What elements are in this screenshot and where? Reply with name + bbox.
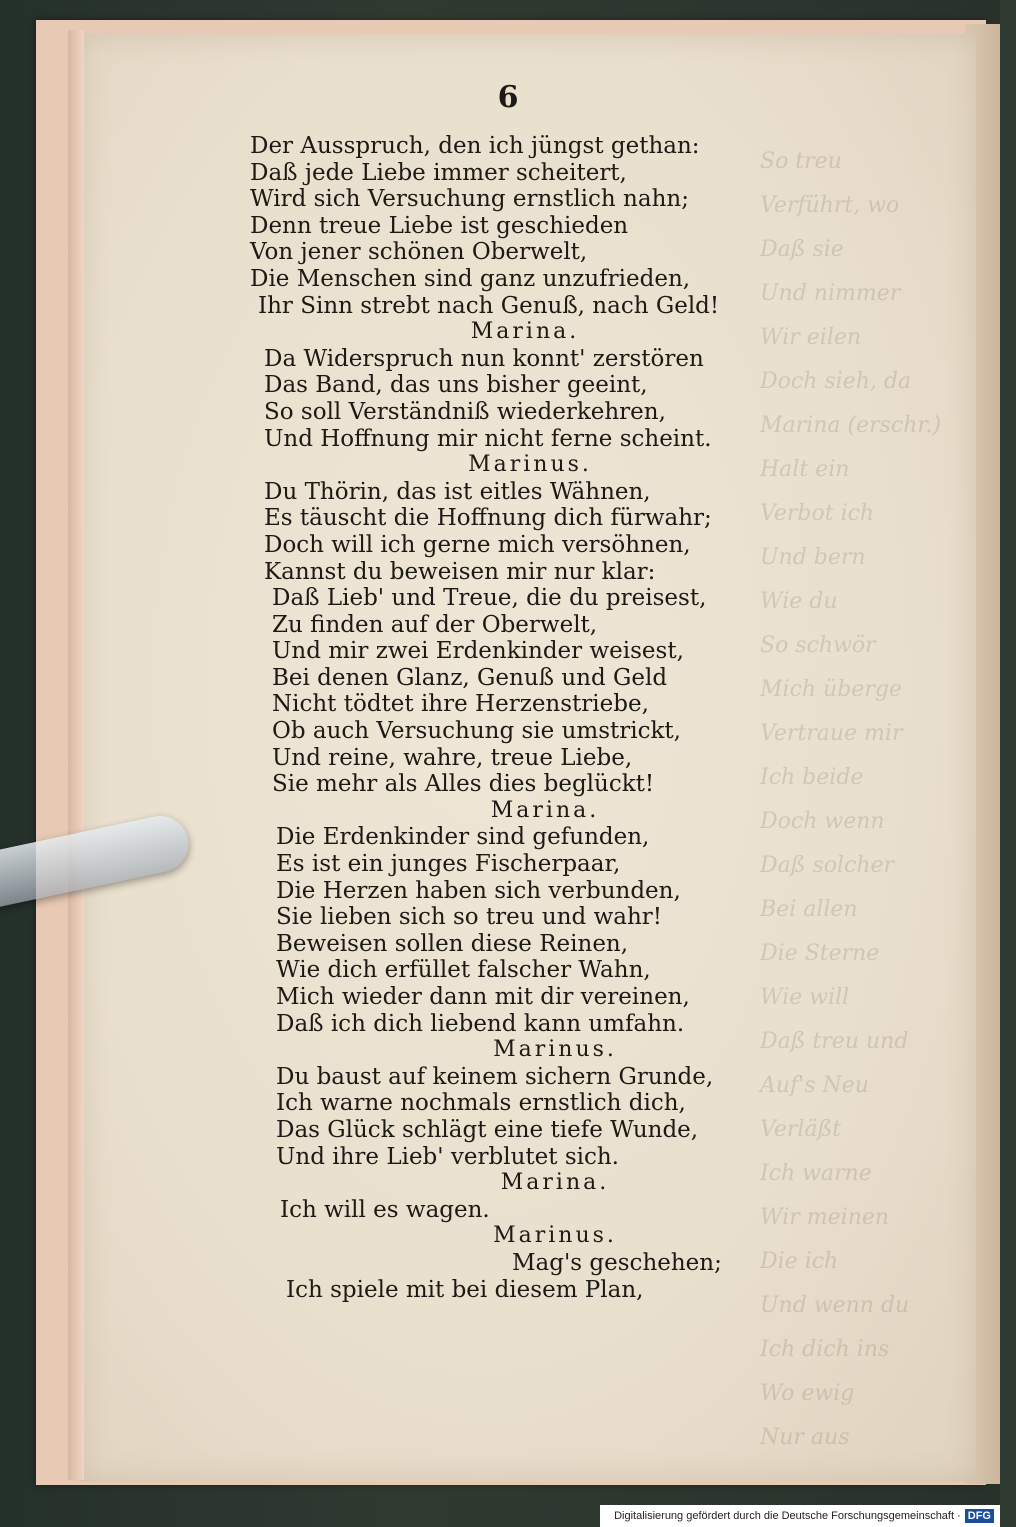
bleed-line: Wir meinen: [760, 1205, 890, 1230]
verse-line: Ich warne nochmals ernstlich dich,: [276, 1090, 686, 1117]
bleed-line: Ich warne: [760, 1161, 872, 1186]
verse-line: Ihr Sinn strebt nach Genuß, nach Geld!: [258, 292, 720, 319]
verse-line: Ob auch Versuchung sie umstrickt,: [272, 718, 681, 745]
bleed-line: Bei allen: [760, 897, 858, 922]
verse-line: Es täuscht die Hoffnung dich fürwahr;: [264, 505, 712, 532]
verse-line: Der Ausspruch, den ich jüngst gethan:: [250, 133, 700, 159]
verse-line: Wird sich Versuchung ernstlich nahn;: [250, 186, 689, 213]
verse-line: Das Band, das uns bisher geeint,: [264, 372, 648, 399]
verse-line: Es ist ein junges Fischerpaar,: [276, 851, 621, 878]
verse-line: Wie dich erfüllet falscher Wahn,: [276, 957, 651, 984]
verse-line: Denn treue Liebe ist geschieden: [250, 212, 629, 239]
bleed-line: Wie du: [760, 589, 838, 614]
verse-line: Nicht tödtet ihre Herzenstriebe,: [272, 691, 649, 718]
verse-line: Beweisen sollen diese Reinen,: [276, 930, 629, 957]
bleed-line: Verläßt: [760, 1117, 842, 1142]
page-fold-edge: [68, 30, 84, 1480]
verse-line: Mag's geschehen;: [512, 1249, 722, 1276]
bleed-line: Ich beide: [760, 765, 864, 790]
verse-line: Da Widerspruch nun konnt' zerstören: [264, 345, 704, 372]
bleed-line: Wir eilen: [760, 325, 862, 350]
bleed-line: Doch wenn: [760, 809, 885, 834]
verse-line: Das Glück schlägt eine tiefe Wunde,: [276, 1116, 699, 1143]
bleed-line: Und nimmer: [760, 281, 901, 306]
verse-line: Und reine, wahre, treue Liebe,: [272, 744, 633, 771]
bleed-line: Verbot ich: [760, 501, 875, 526]
verse-line: Daß jede Liebe immer scheitert,: [250, 159, 627, 186]
bleed-line: Wo ewig: [760, 1381, 855, 1406]
verse-line: Sie mehr als Alles dies beglückt!: [272, 771, 655, 798]
bleed-line: Daß sie: [760, 237, 844, 262]
bleed-line: So schwör: [760, 633, 876, 658]
speaker-name: Marina.: [490, 797, 600, 823]
bleed-line: Wie will: [760, 985, 850, 1010]
bleed-line: Auf's Neu: [760, 1073, 869, 1098]
bleed-line: Daß treu und: [760, 1029, 909, 1054]
bleed-line: Doch sieh, da: [760, 369, 912, 394]
funding-footer: [600, 1505, 1000, 1527]
speaker-name: Marinus.: [493, 1037, 617, 1063]
dfg-logo: DFG: [965, 1509, 994, 1523]
verse-line: Und mir zwei Erdenkinder weisest,: [272, 638, 684, 665]
bleed-line: So treu: [760, 149, 842, 174]
speaker-name: Marinus.: [493, 1223, 617, 1249]
page-number: 6: [497, 80, 519, 115]
bleed-line: Halt ein: [760, 457, 850, 482]
bleed-line: Die Sterne: [760, 941, 880, 966]
verse-line: Kannst du beweisen mir nur klar:: [264, 558, 656, 585]
verse-line: Daß ich dich liebend kann umfahn.: [276, 1010, 685, 1037]
verse-line: Mich wieder dann mit dir vereinen,: [276, 984, 690, 1010]
bleed-line: Die ich: [760, 1249, 839, 1274]
bleed-line: Und bern: [760, 545, 866, 570]
verse-line: Sie lieben sich so treu und wahr!: [276, 904, 663, 931]
bleed-line: Vertraue mir: [760, 721, 903, 746]
verse-line: Die Erdenkinder sind gefunden,: [276, 824, 650, 851]
bleed-line: Marina (erschr.): [760, 413, 942, 438]
bleed-line: Ich dich ins: [760, 1337, 890, 1362]
bleed-line: Mich überge: [760, 677, 902, 702]
verse-line: Und ihre Lieb' verblutet sich.: [276, 1143, 619, 1170]
verse-line: Von jener schönen Oberwelt,: [250, 239, 588, 266]
verse-line: Die Herzen haben sich verbunden,: [276, 877, 681, 904]
bleed-line: Daß solcher: [760, 853, 895, 878]
verse-line: Daß Lieb' und Treue, die du preisest,: [272, 585, 707, 612]
verse-line: Du Thörin, das ist eitles Wähnen,: [264, 478, 651, 505]
bleed-line: Nur aus: [760, 1425, 850, 1450]
bleed-through-text: [760, 140, 970, 1450]
verse-line: Doch will ich gerne mich versöhnen,: [264, 531, 691, 558]
verse-line: Bei denen Glanz, Genuß und Geld: [272, 664, 668, 691]
speaker-name: Marina.: [500, 1170, 610, 1196]
verse-line: Du baust auf keinem sichern Grunde,: [276, 1063, 714, 1090]
funding-note: Digitalisierung gefördert durch die Deutsche Forschungsgemeinschaft ·: [614, 1510, 961, 1522]
verse-line: Ich spiele mit bei diesem Plan,: [286, 1276, 644, 1303]
speaker-name: Marinus.: [468, 452, 592, 478]
verse-line: Die Menschen sind ganz unzufrieden,: [250, 265, 691, 292]
verse-line: Und Hoffnung mir nicht ferne scheint.: [264, 425, 712, 452]
verse-line: So soll Verständniß wiederkehren,: [264, 398, 666, 425]
poem-text: [250, 133, 770, 1303]
bleed-line: Und wenn du: [760, 1293, 910, 1318]
bleed-line: Verführt, wo: [760, 193, 900, 218]
verse-line: Zu finden auf der Oberwelt,: [272, 611, 598, 638]
speaker-name: Marina.: [470, 319, 580, 345]
verse-line: Ich will es wagen.: [280, 1196, 490, 1223]
